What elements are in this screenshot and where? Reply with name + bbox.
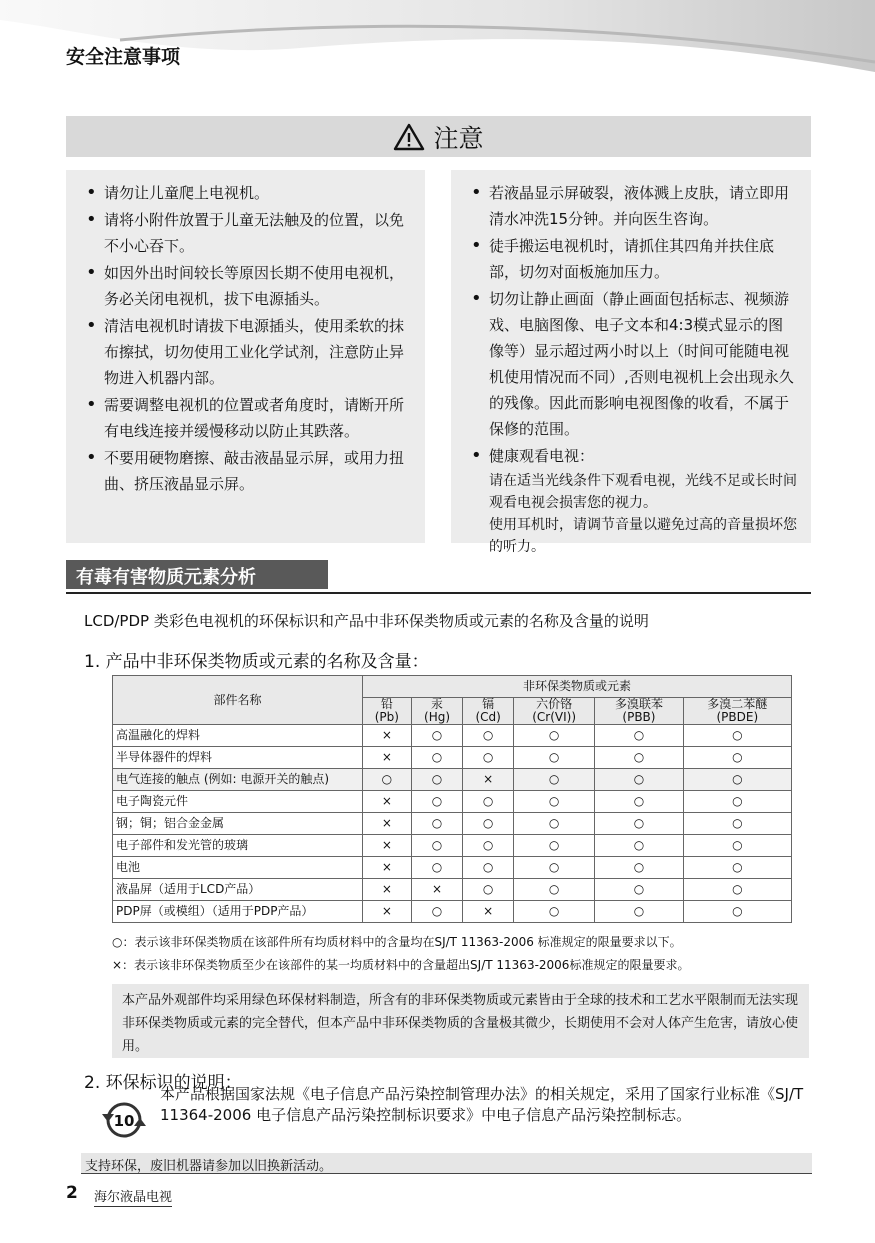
substance-mark-cell: ○ xyxy=(411,813,463,835)
caution-item: • 如因外出时间较长等原因长期不使用电视机，务必关闭电视机，拔下电源插头。 xyxy=(84,260,411,312)
substance-column-header xyxy=(363,698,412,725)
recycle-support-note: 支持环保，废旧机器请参加以旧换新活动。 xyxy=(81,1153,812,1174)
substance-mark-cell: ○ xyxy=(513,791,594,813)
subheading-eco-label: 2. 环保标识的说明： xyxy=(84,1073,242,1093)
part-name-cell: 钢；铜；铝合金金属 xyxy=(113,813,363,835)
substance-mark-cell: ○ xyxy=(463,747,514,769)
substance-mark-cell: × xyxy=(463,769,514,791)
substance-mark-cell: × xyxy=(363,879,412,901)
substance-mark-cell: ○ xyxy=(683,901,791,923)
footer-brand: 海尔液晶电视 xyxy=(94,1186,172,1207)
substance-name: 汞 xyxy=(431,697,444,711)
substance-mark-cell: × xyxy=(363,901,412,923)
caution-item: • 若液晶显示屏破裂，液体溅上皮肤，请立即用清水冲洗15分钟。并向医生咨询。 xyxy=(469,180,797,232)
eco-logo-number: 10 xyxy=(113,1112,135,1130)
caution-item: • 清洁电视机时请拔下电源插头，使用柔软的抹布擦拭，切勿使用工业化学试剂，注意防止异物进入机器内部。 xyxy=(84,313,411,391)
substance-symbol: (Pb) xyxy=(374,710,399,725)
caution-item: • 徒手搬运电视机时，请抓住其四角并扶住底部，切勿对面板施加压力。 xyxy=(469,233,797,285)
note-cross: ×：表示该非环保类物质至少在该部件的某一均质材料中的含量超出SJ/T 11363-2006标准规定的限量要求。 xyxy=(112,958,690,972)
substance-name: 铅 xyxy=(380,697,393,711)
table-row xyxy=(113,857,792,879)
substance-mark-cell: ○ xyxy=(513,835,594,857)
substance-mark-cell: ○ xyxy=(595,725,683,747)
substance-symbol: (Cd) xyxy=(475,710,501,725)
substance-mark-cell: ○ xyxy=(411,857,463,879)
substance-symbol: (PBDE) xyxy=(716,710,759,725)
caution-item: • 切勿让静止画面（静止画面包括标志、视频游戏、电脑图像、电子文本和4:3模式显示的图像等）显示超过两小时以上（时间可能随电视机使用情况而不同）,否则电视机上会出现永久的残像。因此而影响电视图像的收看，不属于保修的范围。 xyxy=(469,286,797,442)
substance-mark-cell: ○ xyxy=(463,791,514,813)
substance-mark-cell: ○ xyxy=(463,857,514,879)
part-name-cell: 液晶屏（适用于LCD产品） xyxy=(113,879,363,901)
substance-mark-cell: × xyxy=(363,725,412,747)
substance-column-header xyxy=(463,698,514,725)
substance-mark-cell: ○ xyxy=(595,857,683,879)
table-row xyxy=(113,725,792,747)
page-title: 安全注意事项 xyxy=(66,46,181,68)
section-intro: LCD/PDP 类彩色电视机的环保标识和产品中非环保类物质或元素的名称及含量的说明 xyxy=(84,612,649,630)
warning-icon xyxy=(393,123,425,151)
substance-mark-cell: ○ xyxy=(595,835,683,857)
note-circle: ○：表示该非环保类物质在该部件所有均质材料中的含量均在SJ/T 11363-2006 标准规定的限量要求以下。 xyxy=(112,935,682,949)
substance-mark-cell: ○ xyxy=(513,747,594,769)
substance-mark-cell: ○ xyxy=(683,835,791,857)
substance-mark-cell: ○ xyxy=(513,725,594,747)
substance-mark-cell: × xyxy=(363,791,412,813)
table-row xyxy=(113,747,792,769)
substance-mark-cell: ○ xyxy=(513,813,594,835)
substance-name: 多溴二苯醚 xyxy=(707,697,768,711)
substance-mark-cell: ○ xyxy=(595,791,683,813)
substance-symbol: (Hg) xyxy=(424,710,451,725)
substance-mark-cell: ○ xyxy=(595,813,683,835)
substance-mark-cell: ○ xyxy=(411,791,463,813)
substance-column-header xyxy=(411,698,463,725)
substance-mark-cell: ○ xyxy=(363,769,412,791)
caution-item: • 不要用硬物磨擦、敲击液晶显示屏，或用力扭曲、挤压液晶显示屏。 xyxy=(84,445,411,497)
substance-mark-cell: ○ xyxy=(595,769,683,791)
part-name-cell: 电池 xyxy=(113,857,363,879)
substance-mark-cell: × xyxy=(411,879,463,901)
eco-recycle-logo xyxy=(100,1100,148,1140)
substance-mark-cell: ○ xyxy=(411,747,463,769)
table-row xyxy=(113,879,792,901)
health-note: 请在适当光线条件下观看电视，光线不足或长时间观看电视会损害您的视力。 xyxy=(489,473,797,511)
substance-mark-cell: ○ xyxy=(411,769,463,791)
substance-mark-cell: × xyxy=(363,857,412,879)
substance-mark-cell: ○ xyxy=(411,725,463,747)
substance-mark-cell: ○ xyxy=(463,835,514,857)
substance-mark-cell: ○ xyxy=(595,879,683,901)
substance-mark-cell: ○ xyxy=(411,901,463,923)
caution-item: • 需要调整电视机的位置或者角度时，请断开所有电线连接并缓慢移动以防止其跌落。 xyxy=(84,392,411,444)
substance-group-header: 非环保类物质或元素 xyxy=(363,676,792,698)
substance-column-header xyxy=(513,698,594,725)
section-divider xyxy=(66,592,811,594)
table-row xyxy=(113,769,792,791)
substance-name: 镉 xyxy=(482,697,495,711)
table-row xyxy=(113,835,792,857)
part-name-cell: 电子部件和发光管的玻璃 xyxy=(113,835,363,857)
eco-label-description: 本产品根据国家法规《电子信息产品污染控制管理办法》的相关规定，采用了国家行业标准《SJ/T 11364-2006 电子信息产品污染控制标识要求》中电子信息产品污染控制标志。 xyxy=(160,1085,804,1124)
substance-mark-cell: × xyxy=(363,835,412,857)
page-number: 2 xyxy=(66,1183,78,1203)
substance-mark-cell: ○ xyxy=(683,769,791,791)
caution-banner xyxy=(66,116,811,157)
caution-item: • 健康观看电视： xyxy=(469,443,797,469)
substance-mark-cell: ○ xyxy=(595,901,683,923)
caution-title: 注意 xyxy=(433,123,484,153)
substance-mark-cell: ○ xyxy=(411,835,463,857)
substance-symbol: (PBB) xyxy=(622,710,656,725)
substance-table xyxy=(112,675,792,923)
subheading-substances: 1. 产品中非环保类物质或元素的名称及含量： xyxy=(84,652,429,672)
caution-panel-left xyxy=(66,170,425,543)
substance-mark-cell: ○ xyxy=(683,791,791,813)
caution-item: • 请将小附件放置于儿童无法触及的位置，以免不小心吞下。 xyxy=(84,207,411,259)
safety-statement: 本产品外观部件均采用绿色环保材料制造，所含有的非环保类物质或元素皆由于全球的技术和工艺水平限制而无法实现非环保类物质或元素的完全替代，但本产品中非环保类物质的含量极其微少，长期使用不会对人体产生危害，请放心使用。 xyxy=(112,984,809,1058)
substance-mark-cell: ○ xyxy=(595,747,683,769)
part-name-cell: PDP屏（或模组）（适用于PDP产品） xyxy=(113,901,363,923)
substance-name: 六价铬 xyxy=(536,697,573,711)
part-name-cell: 高温融化的焊料 xyxy=(113,725,363,747)
substance-mark-cell: ○ xyxy=(683,747,791,769)
table-row xyxy=(113,791,792,813)
table-row xyxy=(113,901,792,923)
caution-panel-right xyxy=(451,170,811,555)
substance-mark-cell: ○ xyxy=(683,857,791,879)
substance-column-header xyxy=(595,698,683,725)
health-note: 使用耳机时，请调节音量以避免过高的音量损坏您的听力。 xyxy=(489,517,797,555)
part-name-cell: 半导体器件的焊料 xyxy=(113,747,363,769)
substance-name: 多溴联苯 xyxy=(614,697,663,711)
substance-mark-cell: ○ xyxy=(683,725,791,747)
section-title: 有毒有害物质元素分析 xyxy=(66,560,328,589)
substance-mark-cell: ○ xyxy=(513,769,594,791)
substance-column-header xyxy=(683,698,791,725)
substance-mark-cell: ○ xyxy=(513,857,594,879)
substance-mark-cell: × xyxy=(363,747,412,769)
substance-mark-cell: ○ xyxy=(463,725,514,747)
caution-item: • 请勿让儿童爬上电视机。 xyxy=(84,180,411,206)
substance-mark-cell: ○ xyxy=(683,879,791,901)
part-name-cell: 电子陶瓷元件 xyxy=(113,791,363,813)
substance-mark-cell: ○ xyxy=(513,879,594,901)
substance-mark-cell: × xyxy=(463,901,514,923)
substance-mark-cell: × xyxy=(363,813,412,835)
substance-mark-cell: ○ xyxy=(513,901,594,923)
part-name-header: 部件名称 xyxy=(113,676,363,725)
substance-mark-cell: ○ xyxy=(463,813,514,835)
substance-symbol: (Cr(VI)) xyxy=(532,710,577,725)
part-name-cell: 电气连接的触点 (例如: 电源开关的触点) xyxy=(113,769,363,791)
table-row xyxy=(113,813,792,835)
substance-mark-cell: ○ xyxy=(463,879,514,901)
substance-mark-cell: ○ xyxy=(683,813,791,835)
